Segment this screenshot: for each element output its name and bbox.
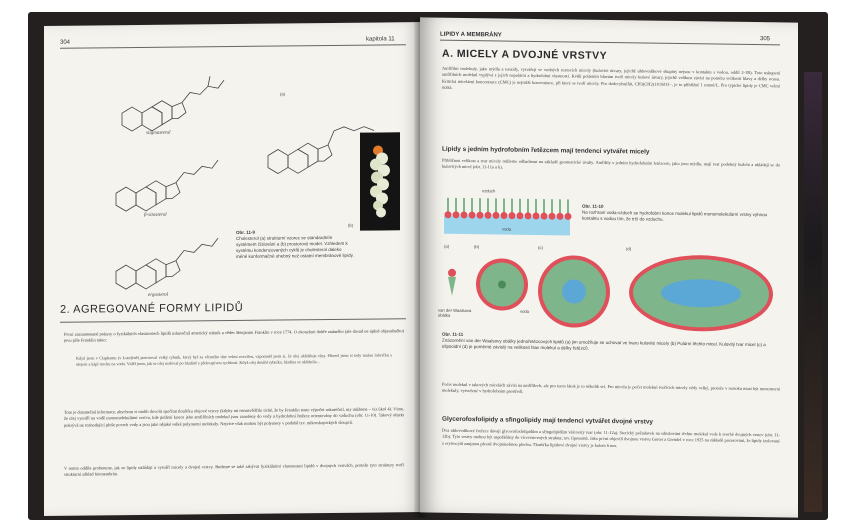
fig-11-11-panel-a: (a): [444, 243, 450, 249]
sitosterol-structure: [106, 146, 226, 217]
cholesterol-model-photo: [360, 132, 400, 230]
subheading-micelles: Lipidy s jedním hydrofobním řetězcem mají tendenci vytvářet micely: [442, 145, 650, 156]
fig-11-11-title: Obr. 11-11: [442, 331, 464, 337]
fig-11-10-caption: [582, 204, 778, 225]
cover-spine-art: [804, 72, 822, 512]
fig-11-10-title: Obr. 11-10: [582, 203, 604, 209]
fig-11-9-text: Cholesterol (a) strukturní vzorec se standardním systémem číslování a (b) prostorový model. Vzhledem k systému kondenzovaných cyklů je cholesterol daleko méně konformačně ohebný než ostatní membránové lipidy.: [236, 234, 354, 259]
vdw-envelope-label: van der Waalsova obálka: [438, 307, 472, 318]
stigmasterol-label: stigmasterol: [146, 130, 171, 136]
right-intro-paragraph: Amfifilní molekuly, jako mýdla a tenzidy, vytvářejí ve vodných roztocích micely (kulovité útvary, jejichž uhlovodíkové skupiny nejsou v kontaktu s vodou, oddíl 2-1B). Toto uskupení amfifilních molekul vyplývá z jejich nepolární a hydrofobní vlastnosti. Kvůli polárním hlavám tvoří micely kulové útvary, jejichž velikost závisí na poměru velikosti hlavy a délky ocasu. Kritická micelární koncentrace (CMC) je nejnižší koncentrace, při které se tvoří micely. Pro dodecylsulfát, CH3(CH2)11OSO3−, je to přibližně 1 mmol/L. Pro typické lipidy je CMC velmi nízká.: [442, 65, 780, 90]
left-page: [44, 22, 422, 516]
micelle-large: [536, 253, 612, 330]
right-paragraph-2: Počet molekul v takových micelách závisí na amfifilech, ale pro tucto látek je to několik set. Pro micelu je počet molekul tvořících micely vždy velký, protože v roztoku musí být monomerní molekuly, vytvořené v hydrofobním prostředí.: [442, 381, 780, 395]
sitosterol-label: β-sitosterol: [144, 212, 167, 218]
space-filling-model: [360, 132, 400, 230]
right-page-number: 305: [760, 36, 771, 43]
micelle-ellipsoid: [626, 252, 776, 334]
left-section-rule: [60, 318, 406, 323]
fig-11-9-title: Obr. 11-9: [236, 229, 256, 235]
single-lipid-envelope: [446, 268, 458, 298]
stigmasterol-structure: [112, 62, 232, 133]
fig-11-10-text: Na rozhraní voda-vzduch se hydrofobní konce molekul lipidů monomolekulární vrstvy vyhnou kontaktu s vodou tím, že trčí do vzduchu.: [582, 209, 768, 222]
right-section-heading: A. MICELY A DVOJNÉ VRSTVY: [442, 47, 608, 62]
fig-11-11-panel-b: (b): [474, 244, 480, 250]
fig-11-9-caption: [236, 229, 354, 260]
ergosterol-label: ergosterol: [148, 292, 169, 298]
fig-11-11-text: Znázornění van der Waalsovy obálky jednořetězcových lipidů (a) jim umožňuje se uchovat ve tvaru kulovité micely (b) Polární těchto micel. Kulovitý tvar micel (c) a elipsoidní (d) je poměrně závislý na velikosti hlav molekul a délky řetězců.: [442, 337, 766, 351]
left-body-paragraph-2: V tomto oddíle probereme, jak se lipidy ukládají a vytváří micely a dvojné vrstvy. Budeme se také zabývat fyzikálními vlastnostmi lipidů v dvojných vrstvách, protože tyto struktury tvoří strukturní základ biomembrán.: [64, 462, 404, 478]
fig-11-11-water-label: voda: [520, 308, 530, 314]
left-header-rule: [60, 44, 406, 49]
left-body-paragraph-1: Toto je dostatečná informace, abychom si mohli dovolit spočítat tloušťku olejové vrstvy (kdyby mi nenasvědčilo tiché, že by Franklin tento výpočet uskutečnil, my můžeme – viz úkol 4). Víme, že olej vytváří na vodě monomolekulární vrstvu, kde polární konce jeho amfifilních molekul jsou zanořeny do vody a hydrofobní řetězce orientovány do vzduchu (obr. 11-10). Takový objekt pokrývá na rozhodující ploše povrch vody a jsou jako nějaké velké polymerní molekuly. Nejvíce však mohou být polymery v podobě tzv. mikroskopických sloupců.: [64, 406, 404, 428]
right-paragraph-1: Přibližnou velikost a tvar micely můžeme odhadnout na základě geometrické úvahy. Amfifily s jedním hydrofobním řetězcem, jako jsou mýdla, mají tvar podobný kuželu a ukládají se do kulovitých micel (obr. 11-11a a b).: [442, 157, 780, 170]
left-section-heading: 2. AGREGOVANÉ FORMY LIPIDŮ: [60, 301, 244, 316]
fig-11-10-water-label: voda: [502, 226, 512, 232]
fig-11-11-caption: [442, 332, 780, 355]
fig-11-11-panel-c: (c): [538, 245, 543, 251]
franklin-quote: Když jsem v Claphamu (v Londýně) pozoroval velký rybník, který byl za větrného dne velmi rozvířen, vzpomněl jsem si, že olej uklidňuje vlny. Přinesl jsem si tedy malou lahvičku s olejem a kápl trochu na vodu. Viděl jsem, jak se olej rozléval po hladině s překvapivou rychlostí. Když olej dosáhl rybníka, hladina se uklidnila...: [76, 352, 392, 367]
panel-a-label: (a): [280, 91, 286, 97]
micelle-small: [474, 256, 530, 313]
panel-b-label: (b): [348, 222, 354, 228]
right-page: [420, 17, 798, 517]
right-paragraph-3: Dva uhlovodíkové řetězce dávají glycerofosfolipidům a sfingolipidům válcovitý tvar (obr. 11-12a). Sterický požadavek na sdružování těchto molekul vede k tvorbě dvojných vrstev (obr. 11-12b). Tyto vrstvy mohou být uspořádány do vícevrstevných struktur, tzv. liposomů. Jako první objevili dvojnou vrstvu Gorter a Grendel v roce 1925 na základě pozorování, že lipidy izolované z erytrocytů zaujmou přesně dvojnásobnou plochu. Tloušťka lipidové dvojné vrstvy je kolem 6 nm.: [442, 427, 780, 448]
left-running-head: kapitola 11: [366, 36, 395, 43]
left-intro-paragraph: První zaznamenané pokusy o fyzikálních vlastnostech lipidů uskutečnil americký státník a vědec Benjamin Franklin v roce 1774. O okouzlení dobře známého (ale dosud ne úplně objasněného) jevu píše Franklin takto:: [64, 328, 404, 344]
fig-11-10-air-label: vzduch: [482, 188, 496, 194]
ergosterol-structure: [106, 224, 226, 295]
right-header-rule: [440, 40, 780, 46]
right-running-head: LIPIDY A MEMBRÁNY: [440, 31, 502, 39]
fig-11-11-panel-d: (d): [626, 246, 632, 252]
subheading-bilayers: Glycerofosfolipidy a sfingolipidy mají tendenci vytvářet dvojné vrstvy: [442, 415, 653, 426]
left-page-number: 304: [60, 39, 71, 46]
